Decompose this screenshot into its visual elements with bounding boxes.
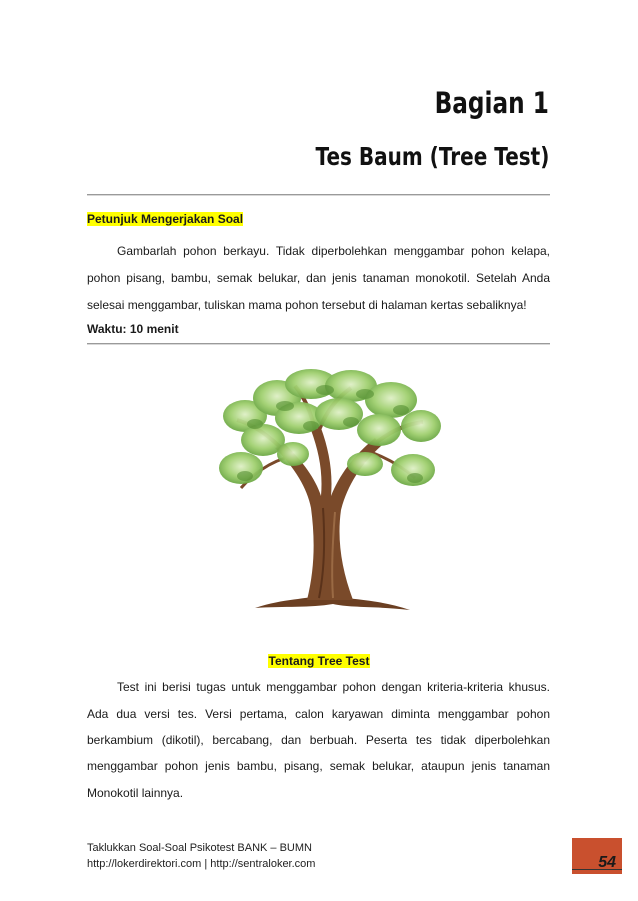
divider-top [87, 194, 550, 195]
chapter-number: Bagian 1 [434, 86, 549, 120]
footer-book-title: Taklukkan Soal-Soal Psikotest BANK – BUMN [87, 842, 312, 854]
tree-illustration [215, 368, 445, 618]
page-number: 54 [572, 838, 622, 874]
about-heading [0, 654, 638, 668]
about-heading-text: Tentang Tree Test [268, 654, 370, 668]
about-line-5: Monokotil lainnya. [87, 786, 184, 800]
about-line-4: menggambar pohon jenis bambu, pisang, semak belukar, ataupun jenis tanaman [87, 759, 550, 773]
footer-links: http://lokerdirektori.com | http://sentraloker.com [87, 858, 316, 870]
instructions-heading [87, 212, 243, 226]
time-limit: Waktu: 10 menit [87, 322, 179, 336]
about-line-1: Test ini berisi tugas untuk menggambar pohon dengan kriteria-kriteria khusus. [117, 680, 550, 694]
instructions-heading-text: Petunjuk Mengerjakan Soal [87, 212, 244, 226]
about-line-3: berkambium (dikotil), bercabang, dan berbuah. Peserta tes tidak diperbolehkan [87, 733, 550, 747]
instructions-line-1: Gambarlah pohon berkayu. Tidak diperbolehkan menggambar pohon kelapa, [117, 244, 550, 258]
instructions-line-2: pohon pisang, bambu, semak belukar, dan jenis tanaman monokotil. Setelah Anda [87, 271, 550, 285]
divider-bottom [87, 343, 550, 344]
chapter-title: Tes Baum (Tree Test) [315, 142, 549, 171]
instructions-line-3: selesai menggambar, tuliskan mama pohon tersebut di halaman kertas sebaliknya! [87, 298, 527, 312]
about-line-2: Ada dua versi tes. Versi pertama, calon karyawan diminta menggambar pohon [87, 707, 550, 721]
